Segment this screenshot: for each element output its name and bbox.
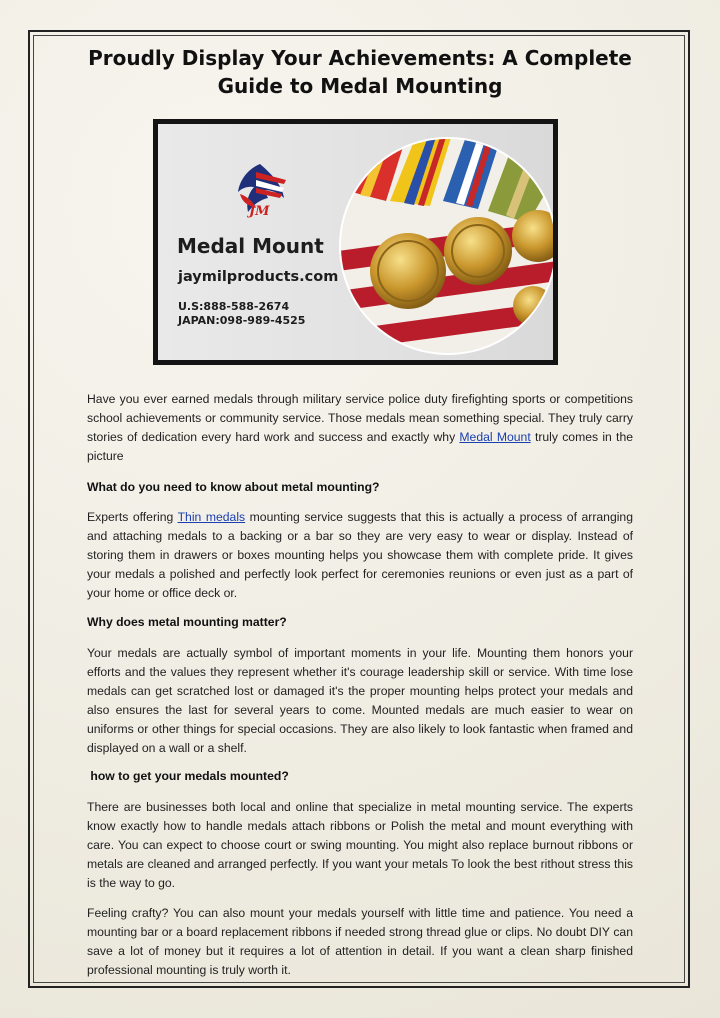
phone-japan: JAPAN:098-989-4525 [178, 314, 306, 327]
section-paragraph-how-1: There are businesses both local and online that specialize in metal mounting service. The experts know exactly how to handle medals attach ribbons or Polish the metal and mount everything with care. You can expect to choose court or swing mounting. You might also replace burnout ribbons or metals are cleaned and arranged perfectly. If you want your metals To look the best rithout stress this is the way to go. [87, 800, 633, 890]
section-heading-matter: Why does metal mounting matter? [87, 615, 287, 629]
intro-text-start: Have you ever earned medals through military service police duty firefighting sports or competitions school achievements or community service. Those medals mean something special. They truly carry stories of dedication every hard work and success and exactly why [87, 392, 633, 444]
section-heading-know: What do you need to know about metal mounting? [87, 480, 380, 494]
section-heading-how: how to get your medals mounted? [87, 769, 289, 783]
section-paragraph-how-2: Feeling crafty? You can also mount your medals yourself with little time and patience. You need a mounting bar or a board replacement ribbons if needed strong thread glue or clips. No doubt DIY can save a lot of money but it requires a lot of attention in detail. If you want a clean sharp finished professional mounting is truly worth it. [87, 906, 633, 977]
medals-photo [338, 131, 553, 360]
section1-text-end: mounting service suggests that this is actually a process of arranging and attaching medals to a backing or a bar so they are very easy to wear or display. Instead of storing them in drawers or boxes mounting helps you showcase them with complete pride. It gives your medals a polished and perfectly look perfect for ceremonies reunions or even just as a part of your home or office deck or. [87, 510, 633, 600]
thin-medals-link[interactable]: Thin medals [177, 510, 246, 524]
eagle-logo-icon [230, 160, 288, 220]
website-text: jaymilproducts.com [178, 269, 339, 285]
medal-mount-banner-image [153, 119, 558, 365]
logo-letters: JM [249, 204, 270, 219]
intro-paragraph [87, 390, 633, 466]
brand-name: Medal Mount [177, 234, 324, 258]
intro-text-end: truly comes in the picture [87, 430, 633, 463]
section1-text-start: Experts offering [87, 510, 178, 524]
medal-mount-link[interactable]: Medal Mount [459, 430, 531, 444]
phone-us: U.S:888-588-2674 [178, 300, 290, 313]
section-paragraph-matter: Your medals are actually symbol of important moments in your life. Mounting them honors your efforts and the values they represent whether it's courage leadership skill or service. With time lose medals can get scratched lost or damaged it's the proper mounting helps protect your medals and also ensures the last for several years to come. Mounted medals are much easier to wear on uniforms or other things for special occasions. They are also likely to look fantastic when framed and displayed on a wall or a shelf. [87, 646, 633, 755]
section-paragraph-know [87, 508, 633, 603]
page-title: Proudly Display Your Achievements: A Complete Guide to Medal Mounting [88, 46, 632, 98]
